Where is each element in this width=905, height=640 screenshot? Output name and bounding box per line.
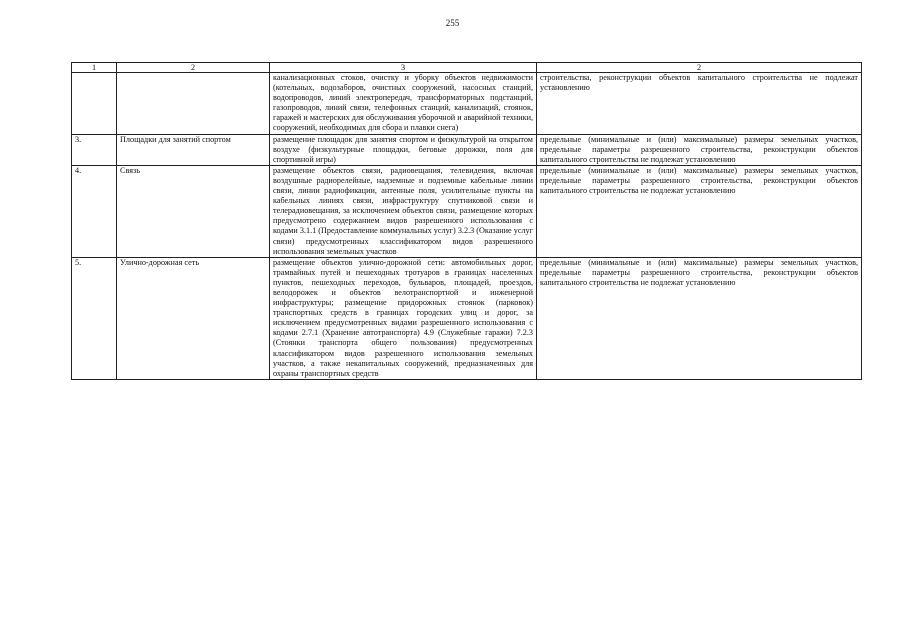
page-number: 255 <box>445 18 460 28</box>
row-number: 5. <box>72 257 117 379</box>
use-type-name: Связь <box>117 165 270 257</box>
header-row <box>72 63 862 73</box>
use-description: размещение объектов связи, радиовещания, телевидения, включая воздушные радиорелейные, надземные и подземные кабельные линии связи, линии радиофикации, антенные поля, усилительные пункты на кабельных линиях связи, инфраструктуру спутниковой связи и телерадиовещания, за исключением объектов связи, размещение которых предусмотрено содержанием видов разрешенного использования с кодами 3.1.1 (Предоставление коммунальных услуг) 3.2.3 (Оказание услуг связи) предусмотренных классификатором видов разрешенного использования земельных участков <box>270 165 537 257</box>
use-type-name: Улично-дорожная сеть <box>117 257 270 379</box>
use-description: канализационных стоков, очистку и уборку объектов недвижимости (котельных, водозаборов, очистных сооружений, насосных станций, водопроводов, линий электропередач, трансформаторных подстанций, газопроводов, линий связи, телефонных станций, канализаций, стоянок, гаражей и мастерских для обслуживания уборочной и аварийной техники, сооружений, необходимых для сбора и плавки снега) <box>270 73 537 135</box>
parameter-limits: предельные (минимальные и (или) максимальные) размеры земельных участков, предельные параметры разрешенного строительства, реконструкции объектов капитального строительства не подлежат установлению <box>537 165 862 257</box>
use-type-name: Площадки для занятий спортом <box>117 134 270 165</box>
use-description: размещение площадок для занятия спортом и физкультурой на открытом воздухе (физкультурные площадки, беговые дорожки, поля для спортивной игры) <box>270 134 537 165</box>
column-header: 2 <box>117 63 270 73</box>
row-number: 3. <box>72 134 117 165</box>
column-header: 2 <box>537 63 862 73</box>
row-number <box>72 73 117 135</box>
table-row <box>72 73 862 135</box>
use-type-name <box>117 73 270 135</box>
parameter-limits: строительства, реконструкции объектов капитального строительства не подлежат установлению <box>537 73 862 135</box>
row-number: 4. <box>72 165 117 257</box>
column-header: 3 <box>270 63 537 73</box>
table-row <box>72 165 862 257</box>
land-use-table <box>71 62 862 380</box>
parameter-limits: предельные (минимальные и (или) максимальные) размеры земельных участков, предельные параметры разрешенного строительства, реконструкции объектов капитального строительства не подлежат установлению <box>537 257 862 379</box>
table-row <box>72 134 862 165</box>
table-row <box>72 257 862 379</box>
column-header: 1 <box>72 63 117 73</box>
parameter-limits: предельные (минимальные и (или) максимальные) размеры земельных участков, предельные параметры разрешенного строительства, реконструкции объектов капитального строительства не подлежат установлению <box>537 134 862 165</box>
use-description: размещение объектов улично-дорожной сети: автомобильных дорог, трамвайных путей и пешеходных тротуаров в границах населенных пунктов, пешеходных переходов, бульваров, площадей, проездов, велодорожек и объектов велотранспортной и инженерной инфраструктуры; размещение придорожных стоянок (парковок) транспортных средств в границах городских улиц и дорог, за исключением предусмотренных видами разрешенного использования с кодами 2.7.1 (Хранение автотранспорта) 4.9 (Служебные гаражи) 7.2.3 (Стоянки транспорта общего пользования) предусмотренных классификатором видов разрешенного использования земельных участков, а также некапитальных сооружений, предназначенных для охраны транспортных средств <box>270 257 537 379</box>
